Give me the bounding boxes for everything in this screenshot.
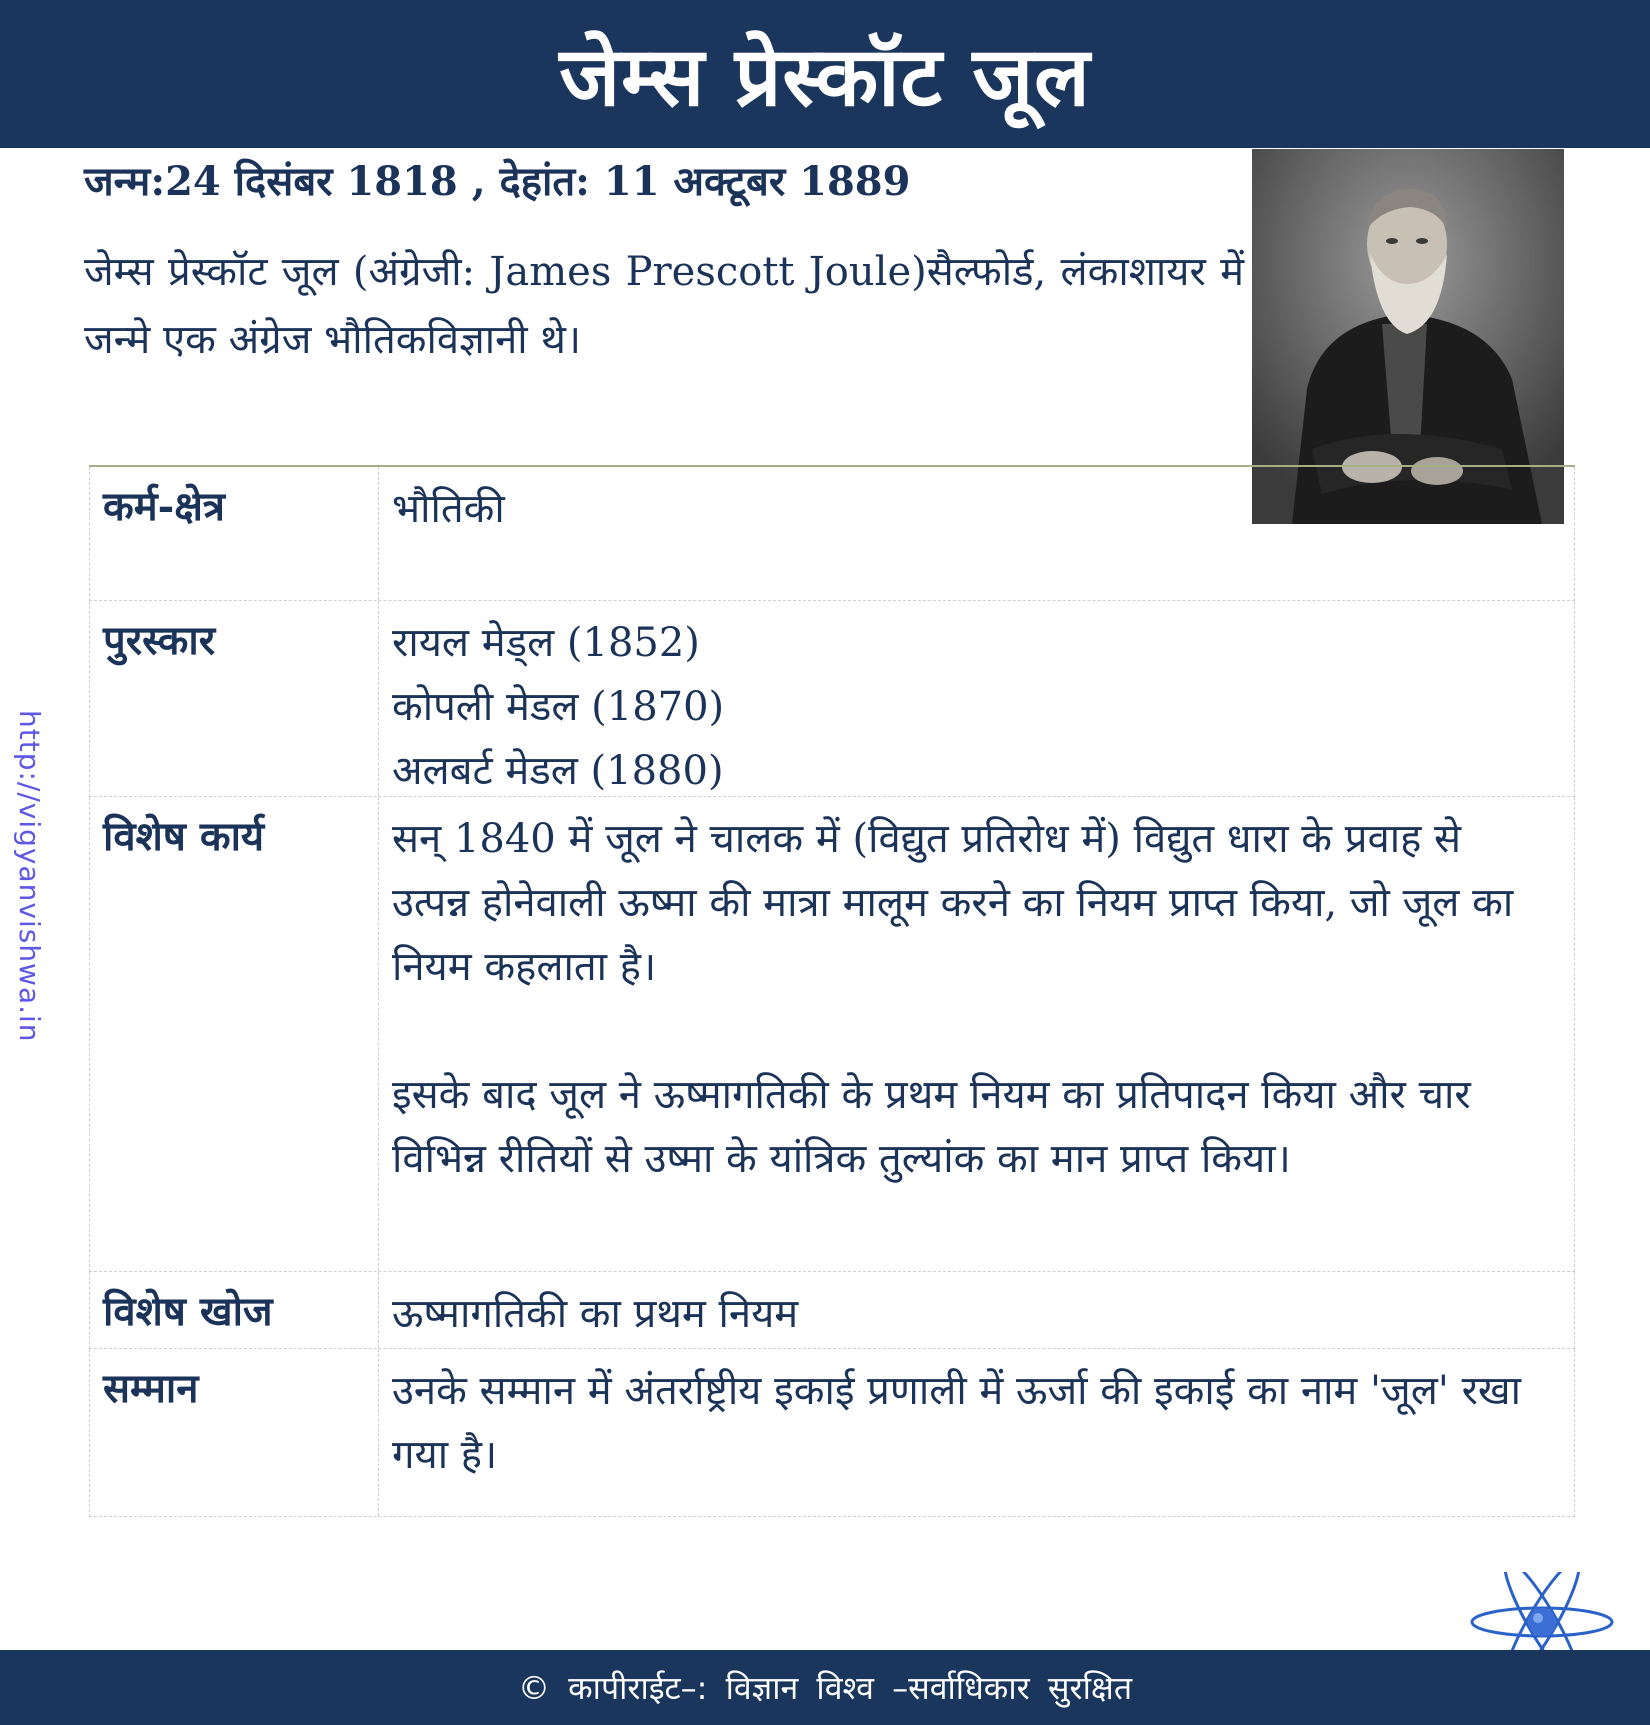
work-label: विशेष कार्य	[90, 797, 379, 1271]
birth-death-dates: जन्म:24 दिसंबर 1818 , देहांत: 11 अक्टूबर 1889	[84, 158, 911, 205]
work-paragraph-1: सन् 1840 में जूल ने चालक में (विद्युत प्रतिरोध में) विद्युत धारा के प्रवाह से उत्पन्न होनेवाली ऊष्मा की मात्रा मालूम करने का नियम प्राप्त किया, जो जूल का नियम कहलाता है।	[392, 816, 1514, 990]
discovery-value-text: ऊष्मागतिकी का प्रथम नियम	[392, 1291, 799, 1337]
page-footer	[0, 1650, 1650, 1725]
work-description	[379, 797, 1574, 1271]
award-item: अलबर्ट मेडल (1880)	[392, 748, 724, 794]
field-value-text: भौतिकी	[392, 486, 505, 532]
honor-value	[379, 1349, 1574, 1516]
awards-label: पुरस्कार	[90, 601, 379, 796]
copyright-text: © कापीराईट–: विज्ञान विश्व –सर्वाधिकार सुरक्षित	[517, 1669, 1133, 1707]
honor-value-text: उनके सम्मान में अंतर्राष्ट्रीय इकाई प्रणाली में ऊर्जा की इकाई का नाम 'जूल' रखा गया है।	[392, 1368, 1522, 1478]
table-row-discovery	[89, 1272, 1575, 1349]
work-paragraph-2: इसके बाद जूल ने ऊष्मागतिकी के प्रथम नियम का प्रतिपादन किया और चार विभिन्न रीतियों से उष्मा के यांत्रिक तुल्यांक का मान प्राप्त किया।	[392, 1072, 1471, 1182]
side-url-link[interactable]: http://vigyanvishwa.in	[13, 710, 46, 1043]
awards-list	[379, 601, 1574, 796]
honor-label: सम्मान	[90, 1349, 379, 1516]
table-row-awards	[89, 601, 1575, 797]
award-item: रायल मेड्ल (1852)	[392, 620, 700, 666]
info-table	[89, 465, 1575, 1517]
discovery-label: विशेष खोज	[90, 1272, 379, 1348]
page-header	[0, 0, 1650, 148]
table-row-honor	[89, 1349, 1575, 1517]
table-row-field	[89, 467, 1575, 601]
page-title: जेम्स प्रेस्कॉट जूल	[559, 29, 1091, 125]
award-item: कोपली मेडल (1870)	[392, 684, 725, 730]
intro-text: जेम्स प्रेस्कॉट जूल (अंग्रेजी: James Prescott Joule)सैल्फोर्ड, लंकाशायर में जन्मे एक अंग्रेज भौतिकविज्ञानी थे।	[84, 249, 1244, 363]
field-label: कर्म-क्षेत्र	[90, 467, 379, 600]
field-value	[379, 467, 1574, 600]
table-row-work	[89, 797, 1575, 1272]
discovery-value	[379, 1272, 1574, 1348]
